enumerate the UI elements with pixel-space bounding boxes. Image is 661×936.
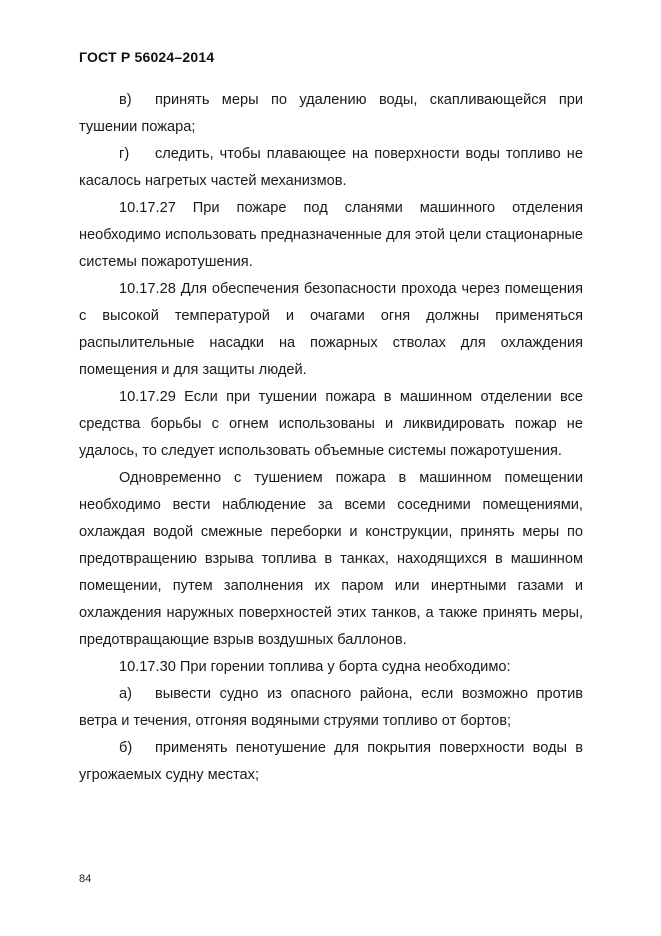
list-item-label: в) bbox=[119, 92, 132, 108]
clause-10-17-28: 10.17.28 Для обеспечения безопасности прохода через помещения с высокой температурой и очагами огня должны применяться распылительные насадки на пожарных стволах для охлаждения помещения и для защиты людей. bbox=[79, 281, 583, 378]
list-item-text: применять пенотушение для покрытия поверхности воды в угрожаемых судну местах; bbox=[79, 740, 583, 783]
list-item-b bbox=[79, 735, 583, 789]
clause-10-17-30: 10.17.30 При горении топлива у борта судна необходимо: bbox=[119, 659, 511, 675]
list-item-text: принять меры по удалению воды, скапливающейся при тушении пожара; bbox=[79, 92, 583, 135]
clause-10-17-27: 10.17.27 При пожаре под сланями машинного отделения необходимо использовать предназначенные для этой цели стационарные системы пожаротушения. bbox=[79, 200, 584, 270]
document-header: ГОСТ Р 56024–2014 bbox=[79, 49, 215, 65]
page-number: 84 bbox=[79, 873, 92, 885]
list-item-v bbox=[79, 87, 583, 141]
list-item-label: г) bbox=[119, 146, 130, 162]
list-item-text: следить, чтобы плавающее на поверхности воды топливо не касалось нагретых частей механизмов. bbox=[79, 146, 583, 189]
list-item-a bbox=[79, 681, 583, 735]
list-item-label: а) bbox=[119, 686, 132, 702]
list-item-text: вывести судно из опасного района, если возможно против ветра и течения, отгоняя водяными струями топливо от бортов; bbox=[79, 686, 583, 729]
document-body bbox=[79, 87, 583, 789]
list-item-g bbox=[79, 141, 583, 195]
paragraph-simultaneously: Одновременно с тушением пожара в машинном помещении необходимо вести наблюдение за всеми соседними помещениями, охлаждая водой смежные переборки и конструкции, принять меры по предотвращению взрыва топлива в танках, находящихся в машинном помещении, путем заполнения их паром или инертными газами и охлаждения наружных поверхностей этих танков, а также принять меры, предотвращающие взрыв воздушных баллонов. bbox=[79, 470, 583, 648]
list-item-label: б) bbox=[119, 740, 133, 756]
clause-10-17-29: 10.17.29 Если при тушении пожара в машинном отделении все средства борьбы с огнем использованы и ликвидировать пожар не удалось, то следует использовать объемные системы пожаротушения. bbox=[79, 389, 583, 459]
